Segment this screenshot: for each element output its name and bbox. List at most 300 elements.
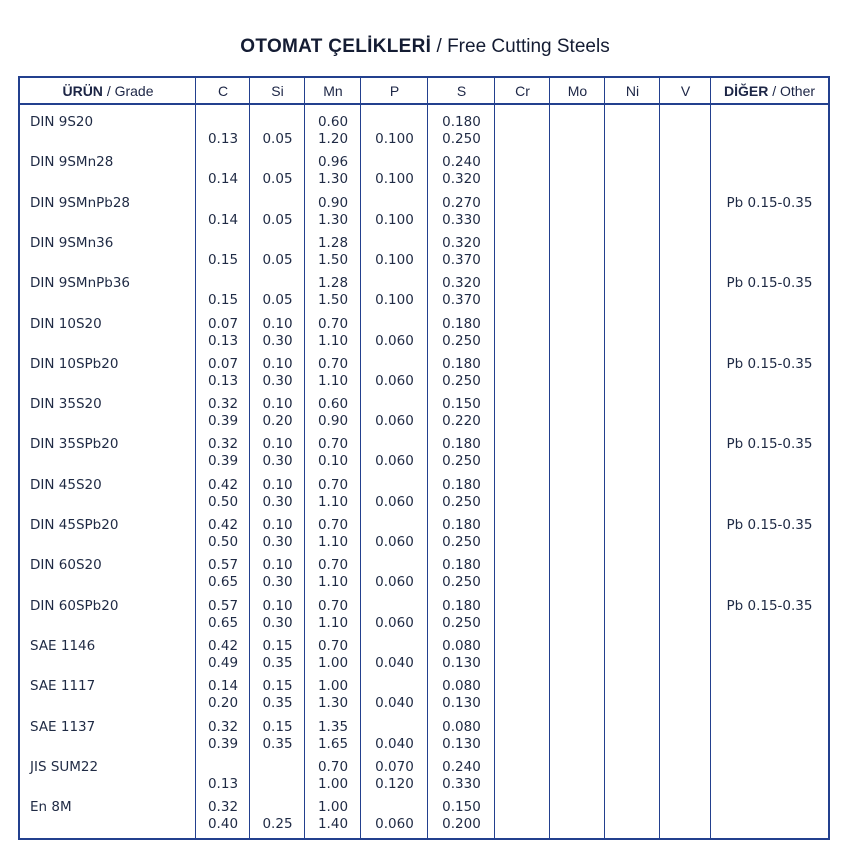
si-min: 0.10: [262, 517, 293, 533]
si-max: 0.30: [262, 534, 293, 550]
c-max: 0.15: [207, 251, 239, 268]
grade-name: DIN 35SPb20: [30, 436, 119, 453]
cell-s: [428, 713, 495, 753]
cell-s: [428, 511, 495, 551]
s-min: 0.180: [442, 517, 481, 533]
grade-name: DIN 60S20: [30, 557, 102, 574]
s-min: 0.180: [442, 114, 481, 130]
cell-other: [711, 108, 828, 148]
mn-max: 1.20: [317, 131, 349, 147]
cell-grade: [20, 632, 196, 672]
cell-p: [361, 390, 428, 430]
s-min: 0.320: [442, 275, 481, 292]
cell-p: [361, 430, 428, 470]
c-max: 0.14: [207, 171, 239, 188]
mn-max: 1.10: [317, 332, 349, 349]
cell-mn: [305, 148, 361, 188]
p-max: 0.100: [375, 171, 414, 188]
p-max: 0.100: [375, 251, 414, 268]
mn-max: 1.30: [317, 211, 349, 228]
cell-si: [250, 430, 305, 470]
other-min: Pb 0.15-0.35: [726, 597, 813, 614]
mn-max: 1.10: [317, 614, 349, 631]
c-max: 0.13: [207, 332, 239, 349]
s-max: 0.130: [442, 654, 481, 671]
table-row: [20, 793, 828, 833]
mn-max: 1.50: [317, 292, 349, 309]
mn-max: 1.10: [317, 372, 349, 389]
cell-si: [250, 511, 305, 551]
p-max: 0.120: [375, 775, 414, 792]
si-max: 0.30: [262, 574, 293, 591]
header-v: V: [680, 83, 691, 99]
c-max: 0.39: [207, 735, 239, 752]
cell-si: [250, 471, 305, 511]
cell-mn: [305, 511, 361, 551]
cell-si: [250, 592, 305, 632]
si-max: 0.05: [262, 292, 293, 309]
cell-s: [428, 551, 495, 591]
mn-max: 0.90: [317, 413, 349, 430]
cell-s: [428, 471, 495, 511]
mn-max: 1.30: [317, 695, 349, 712]
table-row: [20, 108, 828, 148]
c-max: 0.50: [207, 534, 239, 550]
c-min: 0.32: [207, 396, 239, 413]
header-grade-sep: /: [106, 83, 111, 99]
cell-mn: [305, 551, 361, 591]
p-max: 0.060: [375, 816, 414, 833]
si-min: 0.10: [262, 355, 293, 372]
cell-mn: [305, 753, 361, 793]
grade-name: En 8M: [30, 799, 72, 816]
mn-min: 1.28: [317, 234, 349, 251]
c-min: 0.57: [207, 597, 239, 614]
cell-mn: [305, 793, 361, 833]
s-max: 0.250: [442, 574, 481, 591]
cell-mn: [305, 592, 361, 632]
cell-p: [361, 350, 428, 390]
cell-mn: [305, 229, 361, 269]
table-row: [20, 390, 828, 430]
p-max: 0.060: [375, 574, 414, 591]
table-row: [20, 310, 828, 350]
c-min: 0.32: [207, 436, 239, 453]
p-max: 0.060: [375, 413, 414, 430]
s-max: 0.250: [442, 453, 481, 470]
cell-c: [196, 189, 250, 229]
cell-c: [196, 753, 250, 793]
table-row: [20, 551, 828, 591]
s-min: 0.150: [442, 799, 481, 816]
cell-si: [250, 229, 305, 269]
c-min: 0.57: [207, 557, 239, 574]
cell-c: [196, 672, 250, 712]
c-max: 0.15: [207, 292, 239, 309]
cell-other: [711, 592, 828, 632]
cell-p: [361, 471, 428, 511]
cell-c: [196, 632, 250, 672]
cell-p: [361, 269, 428, 309]
cell-p: [361, 148, 428, 188]
mn-min: 1.35: [317, 718, 349, 735]
cell-grade: [20, 430, 196, 470]
header-other: [711, 78, 828, 103]
mn-min: 0.70: [317, 476, 349, 493]
cell-c: [196, 793, 250, 833]
s-min: 0.320: [442, 234, 481, 251]
mn-max: 1.10: [317, 574, 349, 591]
table-row: [20, 511, 828, 551]
header-p: P: [389, 83, 400, 99]
s-max: 0.220: [442, 413, 481, 430]
steel-grades-table: [18, 76, 830, 840]
s-max: 0.320: [442, 171, 481, 188]
cell-si: [250, 672, 305, 712]
s-min: 0.080: [442, 718, 481, 735]
s-max: 0.130: [442, 735, 481, 752]
c-min: 0.42: [207, 637, 239, 654]
cell-other: [711, 390, 828, 430]
header-si: Si: [271, 83, 284, 99]
cell-other: [711, 471, 828, 511]
c-min: 0.32: [207, 799, 239, 816]
cell-si: [250, 793, 305, 833]
grade-name: DIN 45SPb20: [30, 517, 119, 533]
cell-p: [361, 632, 428, 672]
cell-s: [428, 108, 495, 148]
header-other-sep: /: [772, 83, 777, 99]
s-min: 0.240: [442, 758, 481, 775]
c-max: 0.40: [207, 816, 239, 833]
cell-c: [196, 551, 250, 591]
cell-mn: [305, 108, 361, 148]
cell-grade: [20, 229, 196, 269]
s-min: 0.270: [442, 194, 481, 211]
cell-c: [196, 269, 250, 309]
p-max: 0.040: [375, 654, 414, 671]
cell-c: [196, 713, 250, 753]
header-mo: Mo: [567, 83, 588, 99]
cell-grade: [20, 108, 196, 148]
c-max: 0.13: [207, 372, 239, 389]
cell-grade: [20, 471, 196, 511]
cell-mn: [305, 471, 361, 511]
cell-p: [361, 189, 428, 229]
p-max: 0.100: [375, 131, 414, 147]
cell-mn: [305, 713, 361, 753]
mn-min: 0.90: [317, 194, 349, 211]
grade-name: DIN 10SPb20: [30, 355, 119, 372]
cell-grade: [20, 551, 196, 591]
p-max: 0.060: [375, 534, 414, 550]
cell-grade: [20, 793, 196, 833]
c-max: 0.49: [207, 654, 239, 671]
s-max: 0.250: [442, 614, 481, 631]
c-max: 0.39: [207, 453, 239, 470]
grade-name: DIN 10S20: [30, 315, 102, 332]
mn-min: 0.70: [317, 597, 349, 614]
cell-si: [250, 350, 305, 390]
si-max: 0.35: [262, 735, 293, 752]
s-max: 0.250: [442, 372, 481, 389]
s-max: 0.370: [442, 292, 481, 309]
p-max: 0.060: [375, 493, 414, 510]
s-min: 0.080: [442, 678, 481, 695]
cell-mn: [305, 672, 361, 712]
cell-mn: [305, 269, 361, 309]
cell-c: [196, 430, 250, 470]
grade-name: DIN 9SMn36: [30, 234, 114, 251]
s-min: 0.180: [442, 557, 481, 574]
header-grade: [20, 78, 196, 103]
table-row: [20, 430, 828, 470]
cell-mn: [305, 430, 361, 470]
title-english: Free Cutting Steels: [447, 36, 610, 57]
p-min: 0.070: [375, 758, 414, 775]
mn-max: 1.65: [317, 735, 349, 752]
header-other-tr: DİĞER: [723, 83, 769, 99]
s-min: 0.180: [442, 355, 481, 372]
cell-si: [250, 269, 305, 309]
header-other-en: Other: [780, 83, 816, 99]
c-min: 0.14: [207, 678, 239, 695]
s-max: 0.250: [442, 131, 481, 147]
cell-c: [196, 592, 250, 632]
mn-min: 0.96: [317, 154, 349, 171]
si-min: 0.10: [262, 476, 293, 493]
cell-p: [361, 511, 428, 551]
s-min: 0.240: [442, 154, 481, 171]
cell-grade: [20, 672, 196, 712]
c-min: 0.32: [207, 718, 239, 735]
cell-other: [711, 148, 828, 188]
s-max: 0.250: [442, 332, 481, 349]
p-max: 0.060: [375, 372, 414, 389]
cell-grade: [20, 148, 196, 188]
other-min: Pb 0.15-0.35: [726, 436, 813, 453]
cell-other: [711, 229, 828, 269]
other-min: Pb 0.15-0.35: [726, 194, 813, 211]
other-min: Pb 0.15-0.35: [726, 517, 813, 533]
cell-other: [711, 350, 828, 390]
table-row: [20, 632, 828, 672]
cell-p: [361, 672, 428, 712]
cell-mn: [305, 310, 361, 350]
cell-si: [250, 551, 305, 591]
cell-grade: [20, 592, 196, 632]
grade-name: DIN 9SMn28: [30, 154, 114, 171]
cell-s: [428, 310, 495, 350]
cell-p: [361, 592, 428, 632]
si-min: 0.10: [262, 315, 293, 332]
cell-c: [196, 229, 250, 269]
si-max: 0.05: [262, 251, 293, 268]
cell-p: [361, 793, 428, 833]
mn-max: 1.10: [317, 534, 349, 550]
s-max: 0.330: [442, 775, 481, 792]
mn-max: 1.00: [317, 775, 349, 792]
page-title: [0, 36, 850, 58]
mn-min: 1.00: [317, 799, 349, 816]
cell-mn: [305, 632, 361, 672]
si-min: 0.10: [262, 597, 293, 614]
p-max: 0.100: [375, 292, 414, 309]
cell-grade: [20, 310, 196, 350]
table-row: [20, 753, 828, 793]
cell-c: [196, 471, 250, 511]
mn-min: 1.28: [317, 275, 349, 292]
cell-s: [428, 793, 495, 833]
mn-max: 1.10: [317, 493, 349, 510]
grade-name: SAE 1137: [30, 718, 96, 735]
table-row: [20, 148, 828, 188]
cell-other: [711, 511, 828, 551]
si-max: 0.30: [262, 453, 293, 470]
grade-name: DIN 45S20: [30, 476, 102, 493]
c-min: 0.42: [207, 517, 239, 533]
cell-s: [428, 753, 495, 793]
p-max: 0.060: [375, 453, 414, 470]
cell-s: [428, 269, 495, 309]
mn-min: 0.60: [317, 396, 349, 413]
si-min: 0.10: [262, 557, 293, 574]
s-max: 0.130: [442, 695, 481, 712]
mn-max: 1.40: [317, 816, 349, 833]
c-max: 0.65: [207, 574, 239, 591]
cell-grade: [20, 713, 196, 753]
si-min: 0.10: [262, 436, 293, 453]
cell-other: [711, 793, 828, 833]
cell-s: [428, 592, 495, 632]
cell-s: [428, 390, 495, 430]
mn-max: 1.50: [317, 251, 349, 268]
cell-s: [428, 632, 495, 672]
cell-si: [250, 753, 305, 793]
table-row: [20, 229, 828, 269]
cell-mn: [305, 189, 361, 229]
grade-name: DIN 60SPb20: [30, 597, 119, 614]
title-turkish: OTOMAT ÇELİKLERİ: [240, 36, 432, 57]
s-min: 0.180: [442, 597, 481, 614]
cell-s: [428, 148, 495, 188]
cell-grade: [20, 753, 196, 793]
grade-name: DIN 9S20: [30, 114, 94, 130]
cell-other: [711, 269, 828, 309]
si-max: 0.05: [262, 131, 293, 147]
mn-min: 1.00: [317, 678, 349, 695]
header-c: C: [217, 83, 229, 99]
cell-other: [711, 753, 828, 793]
si-max: 0.20: [262, 413, 293, 430]
cell-s: [428, 229, 495, 269]
cell-mn: [305, 390, 361, 430]
table-header: [20, 78, 828, 105]
si-max: 0.35: [262, 654, 293, 671]
cell-grade: [20, 390, 196, 430]
si-max: 0.30: [262, 614, 293, 631]
cell-other: [711, 632, 828, 672]
c-min: 0.07: [207, 315, 239, 332]
si-max: 0.35: [262, 695, 293, 712]
c-max: 0.39: [207, 413, 239, 430]
si-max: 0.25: [262, 816, 293, 833]
mn-min: 0.70: [317, 436, 349, 453]
cell-c: [196, 148, 250, 188]
si-max: 0.30: [262, 493, 293, 510]
cell-c: [196, 310, 250, 350]
other-min: Pb 0.15-0.35: [726, 355, 813, 372]
mn-min: 0.70: [317, 637, 349, 654]
si-min: 0.15: [262, 718, 293, 735]
header-s: S: [456, 83, 467, 99]
si-min: 0.10: [262, 396, 293, 413]
cell-p: [361, 229, 428, 269]
grade-name: SAE 1117: [30, 678, 96, 695]
s-max: 0.200: [442, 816, 481, 833]
grade-name: DIN 9SMnPb28: [30, 194, 131, 211]
table-row: [20, 350, 828, 390]
mn-max: 0.10: [317, 453, 349, 470]
mn-min: 0.70: [317, 315, 349, 332]
grade-name: SAE 1146: [30, 637, 96, 654]
cell-si: [250, 310, 305, 350]
p-max: 0.040: [375, 695, 414, 712]
mn-min: 0.70: [317, 758, 349, 775]
cell-c: [196, 511, 250, 551]
cell-s: [428, 430, 495, 470]
cell-p: [361, 753, 428, 793]
s-min: 0.180: [442, 476, 481, 493]
mn-min: 0.70: [317, 355, 349, 372]
cell-c: [196, 108, 250, 148]
s-min: 0.080: [442, 637, 481, 654]
s-min: 0.150: [442, 396, 481, 413]
cell-grade: [20, 511, 196, 551]
c-max: 0.14: [207, 211, 239, 228]
cell-si: [250, 189, 305, 229]
cell-other: [711, 430, 828, 470]
s-max: 0.250: [442, 534, 481, 550]
cell-mn: [305, 350, 361, 390]
cell-grade: [20, 350, 196, 390]
cell-c: [196, 390, 250, 430]
grade-name: DIN 9SMnPb36: [30, 275, 131, 292]
cell-grade: [20, 189, 196, 229]
other-min: Pb 0.15-0.35: [726, 275, 813, 292]
s-min: 0.180: [442, 315, 481, 332]
mn-max: 1.30: [317, 171, 349, 188]
table-row: [20, 672, 828, 712]
c-min: 0.42: [207, 476, 239, 493]
header-grade-en: Grade: [114, 83, 154, 99]
p-max: 0.100: [375, 211, 414, 228]
title-separator: /: [436, 36, 442, 57]
table-row: [20, 713, 828, 753]
si-max: 0.05: [262, 171, 293, 188]
table-row: [20, 592, 828, 632]
mn-min: 0.70: [317, 517, 349, 533]
table-row: [20, 269, 828, 309]
cell-other: [711, 551, 828, 591]
si-max: 0.30: [262, 372, 293, 389]
header-cr: Cr: [515, 83, 530, 99]
s-max: 0.370: [442, 251, 481, 268]
si-min: 0.15: [262, 637, 293, 654]
c-max: 0.65: [207, 614, 239, 631]
cell-si: [250, 713, 305, 753]
s-max: 0.330: [442, 211, 481, 228]
